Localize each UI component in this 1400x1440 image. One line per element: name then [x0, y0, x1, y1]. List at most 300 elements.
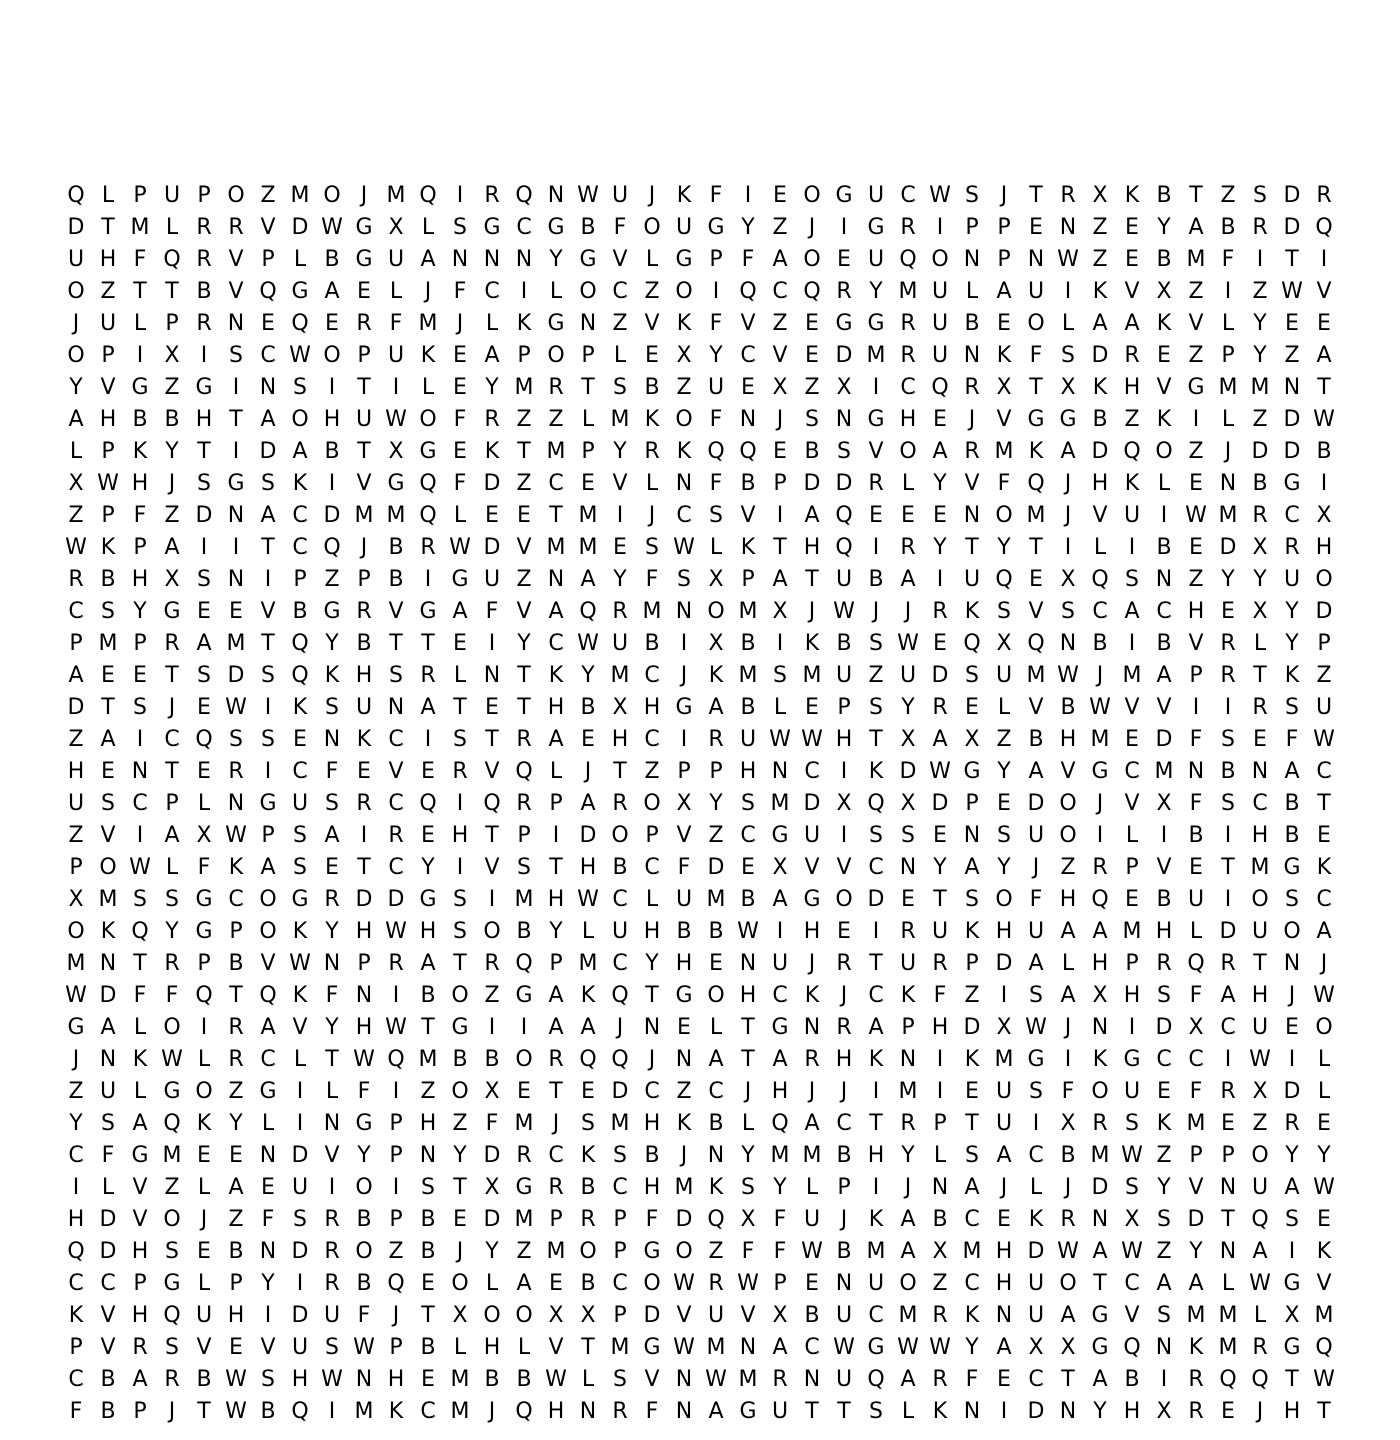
- letter-cell[interactable]: L: [1157, 471, 1171, 496]
- letter-cell[interactable]: D: [99, 983, 117, 1008]
- letter-cell[interactable]: V: [260, 951, 276, 976]
- letter-cell[interactable]: R: [1188, 1399, 1204, 1424]
- letter-cell[interactable]: U: [483, 567, 501, 592]
- letter-cell[interactable]: Z: [68, 727, 84, 752]
- letter-cell[interactable]: B: [164, 407, 180, 432]
- letter-cell[interactable]: P: [357, 951, 371, 976]
- letter-cell[interactable]: W: [161, 1047, 183, 1072]
- letter-cell[interactable]: K: [1316, 1239, 1332, 1264]
- letter-cell[interactable]: R: [388, 951, 404, 976]
- letter-cell[interactable]: X: [1028, 1335, 1044, 1360]
- letter-cell[interactable]: X: [996, 1015, 1012, 1040]
- letter-cell[interactable]: P: [1317, 631, 1331, 656]
- letter-cell[interactable]: I: [200, 535, 208, 560]
- letter-cell[interactable]: U: [99, 1079, 117, 1104]
- letter-cell[interactable]: Y: [997, 855, 1011, 880]
- letter-cell[interactable]: M: [162, 1143, 182, 1168]
- letter-cell[interactable]: E: [1317, 311, 1331, 336]
- letter-cell[interactable]: I: [776, 631, 784, 656]
- letter-cell[interactable]: M: [546, 535, 566, 560]
- letter-cell[interactable]: I: [1032, 1111, 1040, 1136]
- letter-cell[interactable]: N: [643, 1015, 661, 1040]
- letter-cell[interactable]: M: [1250, 855, 1270, 880]
- letter-cell[interactable]: Z: [1188, 439, 1204, 464]
- letter-cell[interactable]: O: [643, 1271, 661, 1296]
- letter-cell[interactable]: S: [1221, 791, 1235, 816]
- letter-cell[interactable]: T: [549, 503, 563, 528]
- letter-cell[interactable]: C: [1188, 1047, 1204, 1072]
- letter-cell[interactable]: G: [1091, 1335, 1109, 1360]
- letter-cell[interactable]: G: [515, 983, 533, 1008]
- letter-cell[interactable]: C: [612, 1271, 628, 1296]
- letter-cell[interactable]: X: [1188, 1015, 1204, 1040]
- letter-cell[interactable]: G: [451, 567, 469, 592]
- letter-cell[interactable]: R: [836, 1015, 852, 1040]
- letter-cell[interactable]: K: [868, 1207, 884, 1232]
- letter-cell[interactable]: T: [453, 1175, 467, 1200]
- letter-cell[interactable]: R: [932, 1367, 948, 1392]
- letter-cell[interactable]: L: [421, 215, 435, 240]
- letter-cell[interactable]: K: [420, 343, 436, 368]
- letter-cell[interactable]: D: [931, 791, 949, 816]
- letter-cell[interactable]: J: [360, 183, 368, 208]
- letter-cell[interactable]: M: [770, 791, 790, 816]
- letter-cell[interactable]: U: [675, 887, 693, 912]
- letter-cell[interactable]: Q: [419, 471, 437, 496]
- letter-cell[interactable]: V: [1188, 311, 1204, 336]
- letter-cell[interactable]: W: [97, 471, 119, 496]
- letter-cell[interactable]: R: [356, 599, 372, 624]
- letter-cell[interactable]: P: [69, 855, 83, 880]
- letter-cell[interactable]: E: [1125, 887, 1139, 912]
- letter-cell[interactable]: P: [261, 247, 275, 272]
- letter-cell[interactable]: N: [739, 951, 757, 976]
- letter-cell[interactable]: E: [485, 695, 499, 720]
- letter-cell[interactable]: U: [931, 279, 949, 304]
- letter-cell[interactable]: U: [1027, 823, 1045, 848]
- letter-cell[interactable]: S: [1285, 887, 1299, 912]
- letter-cell[interactable]: A: [804, 503, 820, 528]
- letter-cell[interactable]: E: [933, 407, 947, 432]
- letter-cell[interactable]: Q: [163, 1303, 181, 1328]
- letter-cell[interactable]: D: [931, 663, 949, 688]
- letter-cell[interactable]: Q: [611, 983, 629, 1008]
- letter-cell[interactable]: D: [995, 951, 1013, 976]
- letter-cell[interactable]: T: [741, 1047, 755, 1072]
- letter-cell[interactable]: C: [964, 1271, 980, 1296]
- letter-cell[interactable]: I: [232, 535, 240, 560]
- letter-cell[interactable]: V: [1188, 631, 1204, 656]
- letter-cell[interactable]: H: [835, 1047, 853, 1072]
- letter-cell[interactable]: T: [421, 1303, 435, 1328]
- letter-cell[interactable]: U: [707, 1303, 725, 1328]
- letter-cell[interactable]: E: [517, 1079, 531, 1104]
- letter-cell[interactable]: K: [1092, 375, 1108, 400]
- letter-cell[interactable]: O: [1027, 311, 1045, 336]
- letter-cell[interactable]: H: [1187, 599, 1205, 624]
- letter-cell[interactable]: V: [1156, 375, 1172, 400]
- letter-cell[interactable]: R: [612, 1399, 628, 1424]
- letter-cell[interactable]: A: [1284, 1175, 1300, 1200]
- letter-cell[interactable]: R: [356, 791, 372, 816]
- letter-cell[interactable]: R: [1252, 503, 1268, 528]
- letter-cell[interactable]: X: [388, 439, 404, 464]
- letter-cell[interactable]: E: [1253, 727, 1267, 752]
- letter-cell[interactable]: D: [483, 535, 501, 560]
- letter-cell[interactable]: C: [1092, 599, 1108, 624]
- letter-cell[interactable]: E: [997, 1207, 1011, 1232]
- letter-cell[interactable]: R: [900, 535, 916, 560]
- letter-cell[interactable]: X: [708, 567, 724, 592]
- letter-cell[interactable]: Z: [516, 471, 532, 496]
- letter-cell[interactable]: W: [1057, 247, 1079, 272]
- letter-cell[interactable]: S: [453, 727, 467, 752]
- letter-cell[interactable]: V: [100, 375, 116, 400]
- letter-cell[interactable]: H: [1251, 823, 1269, 848]
- letter-cell[interactable]: Z: [1124, 407, 1140, 432]
- letter-cell[interactable]: W: [1249, 1047, 1271, 1072]
- letter-cell[interactable]: N: [1059, 215, 1077, 240]
- letter-cell[interactable]: N: [1251, 759, 1269, 784]
- letter-cell[interactable]: R: [1220, 631, 1236, 656]
- letter-cell[interactable]: V: [772, 343, 788, 368]
- letter-cell[interactable]: L: [69, 439, 83, 464]
- letter-cell[interactable]: G: [419, 887, 437, 912]
- letter-cell[interactable]: A: [1284, 759, 1300, 784]
- letter-cell[interactable]: A: [228, 1175, 244, 1200]
- letter-cell[interactable]: K: [996, 343, 1012, 368]
- letter-cell[interactable]: E: [453, 375, 467, 400]
- letter-cell[interactable]: B: [708, 919, 724, 944]
- letter-cell[interactable]: H: [739, 759, 757, 784]
- letter-cell[interactable]: E: [581, 727, 595, 752]
- letter-cell[interactable]: T: [645, 983, 659, 1008]
- letter-cell[interactable]: K: [228, 855, 244, 880]
- letter-cell[interactable]: U: [1027, 919, 1045, 944]
- letter-cell[interactable]: K: [548, 663, 564, 688]
- letter-cell[interactable]: A: [1156, 1271, 1172, 1296]
- letter-cell[interactable]: T: [165, 279, 179, 304]
- letter-cell[interactable]: E: [517, 503, 531, 528]
- letter-cell[interactable]: G: [195, 375, 213, 400]
- letter-cell[interactable]: R: [420, 535, 436, 560]
- letter-cell[interactable]: C: [868, 1303, 884, 1328]
- letter-cell[interactable]: N: [995, 1303, 1013, 1328]
- letter-cell[interactable]: Q: [195, 983, 213, 1008]
- letter-cell[interactable]: G: [867, 215, 885, 240]
- letter-cell[interactable]: R: [932, 1303, 948, 1328]
- letter-cell[interactable]: F: [133, 983, 147, 1008]
- letter-cell[interactable]: A: [100, 727, 116, 752]
- letter-cell[interactable]: K: [292, 695, 308, 720]
- letter-cell[interactable]: U: [67, 247, 85, 272]
- letter-cell[interactable]: D: [803, 471, 821, 496]
- letter-cell[interactable]: E: [997, 311, 1011, 336]
- letter-cell[interactable]: R: [644, 439, 660, 464]
- letter-cell[interactable]: R: [228, 1047, 244, 1072]
- letter-cell[interactable]: B: [1156, 631, 1172, 656]
- letter-cell[interactable]: T: [1285, 1367, 1299, 1392]
- letter-cell[interactable]: J: [1032, 855, 1040, 880]
- letter-cell[interactable]: Y: [1189, 1239, 1203, 1264]
- letter-cell[interactable]: L: [101, 1175, 115, 1200]
- letter-cell[interactable]: K: [356, 727, 372, 752]
- letter-cell[interactable]: B: [100, 1399, 116, 1424]
- letter-cell[interactable]: Q: [1091, 887, 1109, 912]
- letter-cell[interactable]: C: [740, 343, 756, 368]
- letter-cell[interactable]: I: [392, 983, 400, 1008]
- letter-cell[interactable]: N: [1219, 471, 1237, 496]
- letter-cell[interactable]: B: [1060, 695, 1076, 720]
- letter-cell[interactable]: R: [900, 1111, 916, 1136]
- letter-cell[interactable]: C: [292, 759, 308, 784]
- letter-cell[interactable]: L: [645, 471, 659, 496]
- letter-cell[interactable]: C: [68, 1143, 84, 1168]
- letter-cell[interactable]: O: [995, 887, 1013, 912]
- letter-cell[interactable]: X: [1156, 791, 1172, 816]
- letter-cell[interactable]: B: [612, 855, 628, 880]
- letter-cell[interactable]: S: [997, 599, 1011, 624]
- letter-cell[interactable]: U: [707, 375, 725, 400]
- letter-cell[interactable]: B: [1156, 535, 1172, 560]
- letter-cell[interactable]: Y: [1253, 311, 1267, 336]
- letter-cell[interactable]: H: [867, 1143, 885, 1168]
- letter-cell[interactable]: V: [996, 407, 1012, 432]
- letter-cell[interactable]: I: [296, 1111, 304, 1136]
- letter-cell[interactable]: Q: [867, 791, 885, 816]
- letter-cell[interactable]: G: [163, 1271, 181, 1296]
- letter-cell[interactable]: M: [514, 1207, 534, 1232]
- letter-cell[interactable]: F: [677, 855, 691, 880]
- letter-cell[interactable]: N: [675, 1367, 693, 1392]
- letter-cell[interactable]: J: [456, 311, 464, 336]
- letter-cell[interactable]: M: [898, 1079, 918, 1104]
- letter-cell[interactable]: Q: [707, 1207, 725, 1232]
- letter-cell[interactable]: A: [868, 1015, 884, 1040]
- letter-cell[interactable]: E: [997, 791, 1011, 816]
- letter-cell[interactable]: I: [1064, 1047, 1072, 1072]
- letter-cell[interactable]: I: [1224, 695, 1232, 720]
- letter-cell[interactable]: O: [291, 407, 309, 432]
- letter-cell[interactable]: T: [197, 1399, 211, 1424]
- letter-cell[interactable]: T: [1253, 951, 1267, 976]
- letter-cell[interactable]: M: [738, 1367, 758, 1392]
- letter-cell[interactable]: S: [869, 1399, 883, 1424]
- letter-cell[interactable]: M: [1122, 663, 1142, 688]
- letter-cell[interactable]: P: [293, 567, 307, 592]
- letter-cell[interactable]: C: [1220, 1015, 1236, 1040]
- letter-cell[interactable]: F: [1189, 727, 1203, 752]
- letter-cell[interactable]: Z: [324, 567, 340, 592]
- letter-cell[interactable]: H: [1091, 951, 1109, 976]
- letter-cell[interactable]: Q: [259, 983, 277, 1008]
- letter-cell[interactable]: D: [1315, 599, 1333, 624]
- letter-cell[interactable]: S: [165, 1335, 179, 1360]
- letter-cell[interactable]: S: [613, 375, 627, 400]
- letter-cell[interactable]: D: [579, 823, 597, 848]
- letter-cell[interactable]: A: [772, 567, 788, 592]
- letter-cell[interactable]: D: [643, 1303, 661, 1328]
- letter-cell[interactable]: P: [69, 1335, 83, 1360]
- letter-cell[interactable]: U: [67, 791, 85, 816]
- letter-cell[interactable]: W: [801, 1239, 823, 1264]
- letter-cell[interactable]: O: [67, 279, 85, 304]
- letter-cell[interactable]: U: [995, 1111, 1013, 1136]
- letter-cell[interactable]: B: [964, 311, 980, 336]
- letter-cell[interactable]: L: [1317, 1079, 1331, 1104]
- letter-cell[interactable]: G: [1283, 855, 1301, 880]
- letter-cell[interactable]: A: [164, 535, 180, 560]
- letter-cell[interactable]: F: [773, 1239, 787, 1264]
- letter-cell[interactable]: P: [133, 183, 147, 208]
- letter-cell[interactable]: V: [644, 1367, 660, 1392]
- letter-cell[interactable]: Q: [291, 631, 309, 656]
- letter-cell[interactable]: C: [804, 1335, 820, 1360]
- letter-cell[interactable]: C: [260, 343, 276, 368]
- letter-cell[interactable]: I: [200, 1015, 208, 1040]
- letter-cell[interactable]: G: [163, 1079, 181, 1104]
- letter-cell[interactable]: D: [195, 503, 213, 528]
- letter-cell[interactable]: M: [898, 1303, 918, 1328]
- letter-cell[interactable]: C: [772, 279, 788, 304]
- letter-cell[interactable]: N: [227, 311, 245, 336]
- letter-cell[interactable]: Y: [325, 1015, 339, 1040]
- letter-cell[interactable]: Q: [163, 1111, 181, 1136]
- letter-cell[interactable]: H: [99, 247, 117, 272]
- letter-cell[interactable]: G: [867, 1335, 885, 1360]
- letter-cell[interactable]: Y: [933, 855, 947, 880]
- letter-cell[interactable]: Q: [291, 663, 309, 688]
- letter-cell[interactable]: F: [741, 247, 755, 272]
- letter-cell[interactable]: L: [901, 1399, 915, 1424]
- letter-cell[interactable]: S: [325, 791, 339, 816]
- letter-cell[interactable]: H: [643, 919, 661, 944]
- letter-cell[interactable]: T: [261, 535, 275, 560]
- letter-cell[interactable]: I: [456, 855, 464, 880]
- letter-cell[interactable]: K: [484, 439, 500, 464]
- letter-cell[interactable]: I: [1160, 823, 1168, 848]
- letter-cell[interactable]: Y: [741, 215, 755, 240]
- letter-cell[interactable]: G: [419, 599, 437, 624]
- letter-cell[interactable]: W: [577, 887, 599, 912]
- letter-cell[interactable]: J: [744, 1079, 752, 1104]
- letter-cell[interactable]: P: [549, 951, 563, 976]
- letter-cell[interactable]: O: [483, 919, 501, 944]
- letter-cell[interactable]: I: [936, 215, 944, 240]
- letter-cell[interactable]: C: [100, 1271, 116, 1296]
- letter-cell[interactable]: L: [133, 311, 147, 336]
- letter-cell[interactable]: N: [675, 1399, 693, 1424]
- letter-cell[interactable]: I: [616, 503, 624, 528]
- letter-cell[interactable]: Q: [67, 183, 85, 208]
- letter-cell[interactable]: C: [1252, 791, 1268, 816]
- letter-cell[interactable]: H: [931, 1015, 949, 1040]
- letter-cell[interactable]: P: [133, 1271, 147, 1296]
- letter-cell[interactable]: A: [260, 407, 276, 432]
- letter-cell[interactable]: A: [1028, 759, 1044, 784]
- letter-cell[interactable]: E: [1221, 1111, 1235, 1136]
- letter-cell[interactable]: M: [1314, 1303, 1334, 1328]
- letter-cell[interactable]: K: [676, 183, 692, 208]
- letter-cell[interactable]: S: [1157, 1207, 1171, 1232]
- letter-cell[interactable]: C: [228, 887, 244, 912]
- letter-cell[interactable]: C: [964, 1207, 980, 1232]
- letter-cell[interactable]: N: [739, 407, 757, 432]
- letter-cell[interactable]: F: [1061, 1079, 1075, 1104]
- letter-cell[interactable]: O: [483, 1303, 501, 1328]
- letter-cell[interactable]: B: [1220, 759, 1236, 784]
- letter-cell[interactable]: N: [1187, 759, 1205, 784]
- letter-cell[interactable]: J: [1064, 471, 1072, 496]
- letter-cell[interactable]: L: [645, 247, 659, 272]
- letter-cell[interactable]: F: [709, 471, 723, 496]
- letter-cell[interactable]: C: [612, 279, 628, 304]
- letter-cell[interactable]: T: [485, 823, 499, 848]
- letter-cell[interactable]: T: [1093, 1271, 1107, 1296]
- letter-cell[interactable]: K: [1092, 279, 1108, 304]
- letter-cell[interactable]: U: [995, 1079, 1013, 1104]
- letter-cell[interactable]: A: [548, 727, 564, 752]
- letter-cell[interactable]: W: [65, 535, 87, 560]
- letter-cell[interactable]: Y: [709, 791, 723, 816]
- letter-cell[interactable]: O: [1059, 1271, 1077, 1296]
- letter-cell[interactable]: M: [1186, 1303, 1206, 1328]
- letter-cell[interactable]: W: [577, 183, 599, 208]
- letter-cell[interactable]: J: [392, 1303, 400, 1328]
- letter-cell[interactable]: L: [485, 1271, 499, 1296]
- letter-cell[interactable]: Z: [772, 215, 788, 240]
- letter-cell[interactable]: S: [261, 1367, 275, 1392]
- letter-cell[interactable]: M: [450, 1367, 470, 1392]
- letter-cell[interactable]: E: [261, 1175, 275, 1200]
- letter-cell[interactable]: J: [648, 503, 656, 528]
- letter-cell[interactable]: L: [1029, 1175, 1043, 1200]
- letter-cell[interactable]: R: [132, 1335, 148, 1360]
- letter-cell[interactable]: V: [1124, 279, 1140, 304]
- letter-cell[interactable]: R: [1220, 1079, 1236, 1104]
- letter-cell[interactable]: G: [643, 1239, 661, 1264]
- letter-cell[interactable]: J: [552, 1111, 560, 1136]
- letter-cell[interactable]: X: [164, 343, 180, 368]
- letter-cell[interactable]: B: [580, 215, 596, 240]
- letter-cell[interactable]: V: [1124, 791, 1140, 816]
- letter-cell[interactable]: U: [963, 567, 981, 592]
- letter-cell[interactable]: A: [420, 951, 436, 976]
- letter-cell[interactable]: A: [996, 279, 1012, 304]
- letter-cell[interactable]: Q: [707, 439, 725, 464]
- letter-cell[interactable]: Y: [165, 919, 179, 944]
- letter-cell[interactable]: G: [547, 311, 565, 336]
- letter-cell[interactable]: V: [484, 855, 500, 880]
- letter-cell[interactable]: E: [101, 759, 115, 784]
- letter-cell[interactable]: B: [356, 1207, 372, 1232]
- letter-cell[interactable]: Q: [771, 1111, 789, 1136]
- letter-cell[interactable]: M: [450, 1399, 470, 1424]
- letter-cell[interactable]: O: [67, 919, 85, 944]
- letter-cell[interactable]: M: [578, 503, 598, 528]
- letter-cell[interactable]: E: [901, 503, 915, 528]
- letter-cell[interactable]: L: [581, 407, 595, 432]
- letter-cell[interactable]: D: [99, 1239, 117, 1264]
- letter-cell[interactable]: Q: [387, 1271, 405, 1296]
- letter-cell[interactable]: J: [200, 1207, 208, 1232]
- letter-cell[interactable]: X: [676, 343, 692, 368]
- letter-cell[interactable]: P: [773, 1271, 787, 1296]
- letter-cell[interactable]: Q: [163, 247, 181, 272]
- letter-cell[interactable]: G: [419, 439, 437, 464]
- letter-cell[interactable]: L: [165, 215, 179, 240]
- letter-cell[interactable]: E: [133, 663, 147, 688]
